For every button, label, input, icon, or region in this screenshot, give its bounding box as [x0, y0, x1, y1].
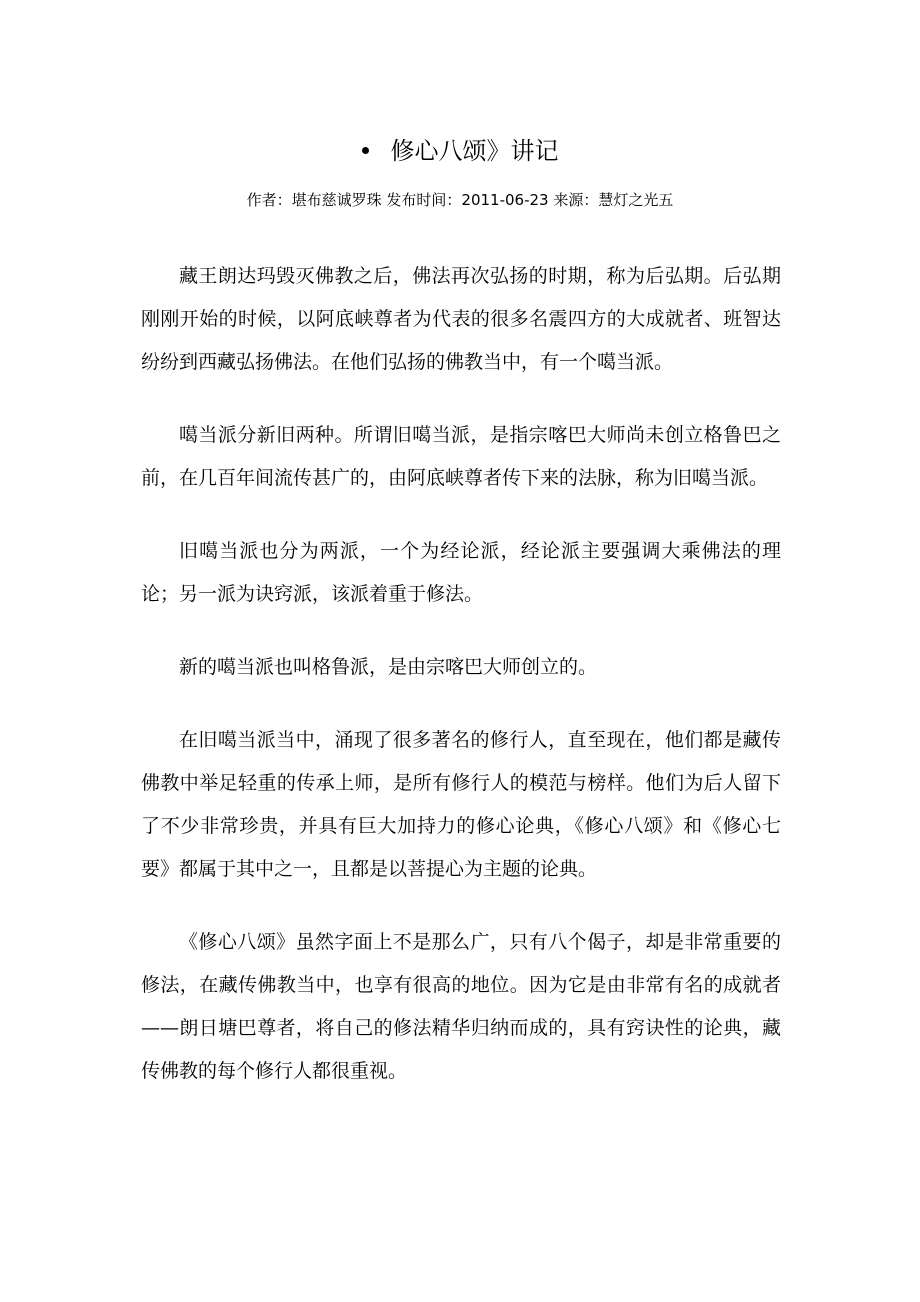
document-title: 修心八颂》讲记	[390, 137, 559, 165]
paragraph: 藏王朗达玛毁灭佛教之后，佛法再次弘扬的时期，称为后弘期。后弘期刚刚开始的时候，以阿底峡尊者为代表的很多名震四方的大成就者、班智达纷纷到西藏弘扬佛法。在他们弘扬的佛教当中，有一个噶当派。	[141, 265, 781, 373]
paragraph: 噶当派分新旧两种。所谓旧噶当派，是指宗喀巴大师尚未创立格鲁巴之前，在几百年间流传甚广的，由阿底峡尊者传下来的法脉，称为旧噶当派。	[141, 424, 781, 489]
bullet-icon	[362, 147, 369, 154]
document-meta: 作者：堪布慈诚罗珠 发布时间：2011-06-23 来源：慧灯之光五	[246, 191, 674, 209]
document-title-row	[0, 133, 920, 169]
paragraph: 在旧噶当派当中，涌现了很多著名的修行人，直至现在，他们都是藏传佛教中举足轻重的传承上师，是所有修行人的模范与榜样。他们为后人留下了不少非常珍贵，并具有巨大加持力的修心论典，《修心八颂》和《修心七要》都属于其中之一，且都是以菩提心为主题的论典。	[141, 729, 781, 880]
paragraph: 旧噶当派也分为两派，一个为经论派，经论派主要强调大乘佛法的理论；另一派为诀窍派，该派着重于修法。	[141, 540, 781, 605]
document-body	[141, 255, 781, 1123]
paragraph: 新的噶当派也叫格鲁派，是由宗喀巴大师创立的。	[179, 656, 598, 678]
paragraph: 《修心八颂》虽然字面上不是那么广，只有八个偈子，却是非常重要的修法，在藏传佛教当中，也享有很高的地位。因为它是由非常有名的成就者——朗日塘巴尊者，将自己的修法精华归纳而成的，具有窍诀性的论典，藏传佛教的每个修行人都很重视。	[141, 931, 781, 1082]
